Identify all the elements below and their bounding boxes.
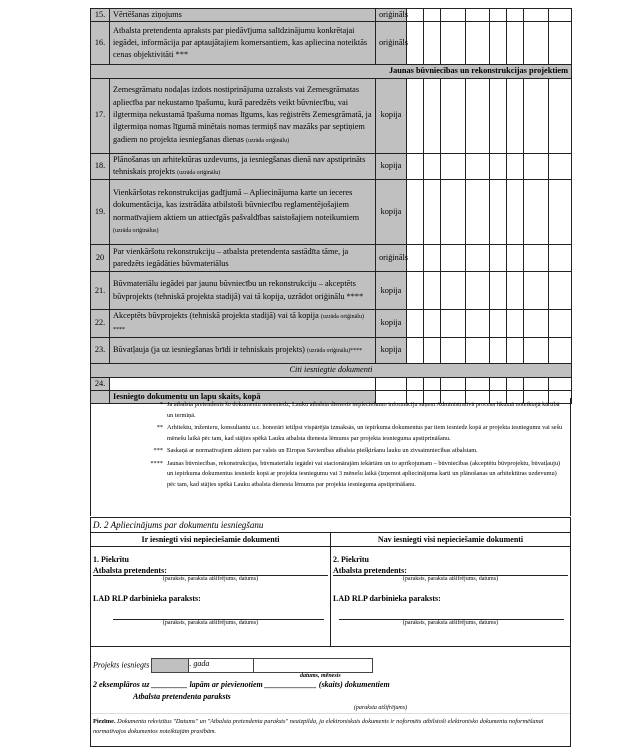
description-text: Atbalsta pretendenta apraksts par piedāvījuma salīdzinājumu konkrētajai iegādei, informācija par aptaujātajiem komersantiem, kas apliecina noteiktās cenas objektivitāti *** <box>113 25 368 60</box>
check-cell[interactable] <box>490 245 507 272</box>
year-label: . gada <box>189 659 210 668</box>
check-cell[interactable] <box>507 337 524 363</box>
check-cell[interactable] <box>407 78 424 153</box>
table-row <box>91 245 572 272</box>
column-header: Nav iesniegti visi nepieciešamie dokumenti <box>331 533 570 547</box>
check-cell[interactable] <box>507 272 524 310</box>
sign-hint: (paraksts, paraksta atšifrējums, datums) <box>402 576 499 582</box>
table-row <box>91 272 572 310</box>
document-type: kopija <box>376 78 407 153</box>
footnote <box>91 400 570 421</box>
footnote <box>91 446 570 457</box>
document-type: kopija <box>376 153 407 180</box>
row-number: 21. <box>91 272 110 310</box>
table-row <box>91 180 572 245</box>
check-cell[interactable] <box>524 9 549 22</box>
year-field[interactable] <box>151 658 189 673</box>
description-text: Akceptēts būvprojekts (tehniskā projekta stadijā) vai tā kopija <box>113 311 319 321</box>
note-label: Piezīme. <box>93 718 116 725</box>
check-cell[interactable] <box>407 377 424 390</box>
check-cell[interactable] <box>407 153 424 180</box>
row-description <box>110 180 376 245</box>
check-cell[interactable] <box>424 245 441 272</box>
check-cell[interactable] <box>424 377 441 390</box>
check-cell[interactable] <box>524 180 549 245</box>
check-cell[interactable] <box>466 310 490 338</box>
applicant-signature-field[interactable]: Atbalsta pretendents: <box>333 566 568 576</box>
check-cell[interactable] <box>407 180 424 245</box>
check-cell[interactable] <box>441 153 466 180</box>
check-cell[interactable] <box>524 245 549 272</box>
lad-signature-label: LAD RLP darbinieka paraksts: <box>93 594 201 603</box>
check-cell[interactable] <box>441 310 466 338</box>
description-text: Vērtēšanas ziņojums <box>113 10 182 19</box>
row-description <box>110 78 376 153</box>
submitted-label: Projekts iesniegts <box>93 660 150 670</box>
check-cell[interactable] <box>466 153 490 180</box>
check-cell[interactable] <box>424 310 441 338</box>
check-cell[interactable] <box>490 153 507 180</box>
document-type: kopija <box>376 337 407 363</box>
table-row <box>91 310 572 338</box>
check-cell[interactable] <box>524 337 549 363</box>
row-number: 22. <box>91 310 110 338</box>
not-all-submitted-column <box>330 533 570 646</box>
sign-hint: (paraksts, paraksta atšifrējums, datums) <box>402 620 499 626</box>
table-row <box>91 78 572 153</box>
description-text: Zemesgrāmatu nodaļas izdots nostiprinājuma uzraksts vai Zemesgrāmatas apliecība par nekustamo īpašumu, kurā paredzēts veikt būvniecību, vai ilgtermiņa nekustamā īpašuma nomas līgums, kas reģistrēts Zemesgrāmatā, ja ilgtermiņa nomas līgumā minētais nomas termiņš nav mazāks par septiņiem gadiem no projekta iesniegšanas dienas <box>113 85 372 144</box>
check-cell[interactable] <box>466 245 490 272</box>
sign-hint: (paraksts, paraksta atšifrējums, datums) <box>162 620 259 626</box>
row-description <box>110 153 376 180</box>
check-cell[interactable] <box>507 310 524 338</box>
d2-declaration <box>90 517 571 747</box>
description-text: Plānošanas un arhitektūras uzdevums, ja iesniegšanas dienā nav apstiprināts tehniskais projekts <box>113 154 366 176</box>
footnote-mark: **** <box>150 459 163 467</box>
check-cell[interactable] <box>441 78 466 153</box>
date-field[interactable] <box>254 658 373 673</box>
check-cell[interactable] <box>507 78 524 153</box>
check-cell[interactable] <box>549 272 572 310</box>
d2-title: D. 2 Apliecinājums par dokumentu iesniegšanu <box>91 518 570 533</box>
document-type[interactable] <box>376 377 407 390</box>
check-cell[interactable] <box>524 310 549 338</box>
footnote-mark: *** <box>153 447 163 454</box>
check-cell[interactable] <box>549 78 572 153</box>
check-cell[interactable] <box>490 337 507 363</box>
check-cell[interactable] <box>524 272 549 310</box>
check-cell[interactable] <box>407 272 424 310</box>
description-note: (uzrāda oriģinālu)**** <box>307 347 363 354</box>
documents-table <box>90 8 572 404</box>
year-suffix <box>189 658 254 673</box>
check-cell[interactable] <box>424 337 441 363</box>
check-cell[interactable] <box>524 22 549 65</box>
lad-signature-label: LAD RLP darbinieka paraksts: <box>333 594 441 603</box>
note <box>91 713 570 737</box>
row-number: 16. <box>91 22 110 65</box>
check-cell[interactable] <box>466 78 490 153</box>
check-cell[interactable] <box>490 22 507 65</box>
check-cell[interactable] <box>524 153 549 180</box>
section-new-construction: Jaunas būvniecības un rekonstrukcijas projektiem <box>91 65 572 78</box>
check-cell[interactable] <box>441 245 466 272</box>
check-cell[interactable] <box>490 310 507 338</box>
document-type: kopija <box>376 310 407 338</box>
row-description <box>110 245 376 272</box>
column-header: Ir iesniegti visi nepieciešamie dokumenti <box>91 533 330 547</box>
description-text: Vienkāršotas rekonstrukcijas gadījumā – Apliecinājuma karte un ieceres dokumentācija, kas izstrādāta atbilstoši būvniecību reglamentējošajiem normatīvajiem aktiem un attiecīgās pašvaldības saistošajiem noteikumiem <box>113 188 360 222</box>
check-cell[interactable] <box>549 337 572 363</box>
row-number: 24. <box>91 377 110 390</box>
row-number: 18. <box>91 153 110 180</box>
check-cell[interactable] <box>549 180 572 245</box>
row-description[interactable] <box>110 377 376 390</box>
table-row <box>91 22 572 65</box>
section-row <box>91 65 572 78</box>
check-cell[interactable] <box>424 22 441 65</box>
description-note: (uzrāda oriģinālu) <box>177 169 221 176</box>
description-text: Par vienkāršotu rekonstrukciju – atbalsta pretendenta sastādīta tāme, ja paredzēts iegādāties būvmateriālus <box>113 246 349 269</box>
check-cell[interactable] <box>549 22 572 65</box>
description-note: (uzrāda oriģinālu) **** <box>113 314 364 334</box>
row-number: 15. <box>91 9 110 22</box>
check-cell[interactable] <box>549 310 572 338</box>
agree-label: 1. Piekrītu <box>93 555 129 564</box>
description-text: Būvatļauja (ja uz iesniegšanas brīdi ir tehniskais projekts) <box>113 344 305 354</box>
all-submitted-column <box>91 533 330 646</box>
check-cell[interactable] <box>507 245 524 272</box>
check-cell[interactable] <box>490 78 507 153</box>
footnotes <box>90 398 571 516</box>
check-cell[interactable] <box>424 9 441 22</box>
check-cell[interactable] <box>424 78 441 153</box>
row-description <box>110 272 376 310</box>
sign-hint: (paraksts, paraksta atšifrējums, datums) <box>162 576 259 582</box>
check-cell[interactable] <box>441 180 466 245</box>
footnote-mark: * <box>159 401 163 408</box>
applicant-sign-label: Atbalsta pretendenta paraksts <box>133 692 231 701</box>
check-cell[interactable] <box>490 180 507 245</box>
footnote <box>91 423 570 444</box>
check-cell[interactable] <box>424 153 441 180</box>
check-cell[interactable] <box>507 153 524 180</box>
check-cell[interactable] <box>507 377 524 390</box>
check-cell[interactable] <box>466 9 490 22</box>
row-description <box>110 22 376 65</box>
check-cell[interactable] <box>424 272 441 310</box>
description-note: (uzrāda oriģinālus) <box>113 227 159 234</box>
check-cell[interactable] <box>441 272 466 310</box>
check-cell[interactable] <box>407 22 424 65</box>
check-cell[interactable] <box>441 337 466 363</box>
check-cell[interactable] <box>549 377 572 390</box>
check-cell[interactable] <box>549 9 572 22</box>
check-cell[interactable] <box>490 272 507 310</box>
total-label: Iesniegto dokumentu un lapu skaits, kopā <box>110 391 376 404</box>
check-cell[interactable] <box>407 310 424 338</box>
check-cell[interactable] <box>490 377 507 390</box>
check-cell[interactable] <box>466 180 490 245</box>
check-cell[interactable] <box>407 245 424 272</box>
check-cell[interactable] <box>441 377 466 390</box>
check-cell[interactable] <box>507 22 524 65</box>
document-type: kopija <box>376 180 407 245</box>
row-description <box>110 337 376 363</box>
check-cell[interactable] <box>407 337 424 363</box>
document-type: oriģināls <box>376 22 407 65</box>
row-number: 20 <box>91 245 110 272</box>
description-note: (uzrāda oriģinālu) <box>245 137 290 144</box>
document-type: kopija <box>376 272 407 310</box>
copies-line: 2 eksemplāros uz _________ lapām ar pievienotiem _____________ (skaits) dokumentiem <box>93 680 390 689</box>
check-cell[interactable] <box>507 9 524 22</box>
footnote-text: Jaunas būvniecības, rekonstrukcijas, būvmateriālu iegādei vai stacionārajām iekārtām un to aprīkojumam – būvniecības (akceptētu būvprojektu, būvatļauju) un iepirkuma dokumentus iesniedz kopā ar projekta iesniegumu vai 3 mēnešu laikā (izņemot apliecinājuma karti un plānošanas un arhitektūras uzdevumu) pēc tam, kad stājies spēkā Lauku atbalsta dienesta lēmums par projekta iesnieguma apstiprināšanu. <box>167 459 561 488</box>
table-row <box>91 337 572 363</box>
row-number: 19. <box>91 180 110 245</box>
table-row <box>91 377 572 390</box>
table-row <box>91 9 572 22</box>
description-text: Būvmateriālu iegādei par jaunu būvniecību un rekonstrukciju – akceptēts būvprojekts (tehniskā projekta stadijā) vai tā kopija, uzrādot oriģinālu **** <box>113 279 364 301</box>
document-type: oriģināls <box>376 9 407 22</box>
check-cell[interactable] <box>466 22 490 65</box>
row-number: 17. <box>91 78 110 153</box>
check-cell[interactable] <box>441 22 466 65</box>
date-hint: datums, mēnesis <box>300 673 341 679</box>
check-cell[interactable] <box>524 78 549 153</box>
check-cell[interactable] <box>549 153 572 180</box>
footnote <box>91 459 570 491</box>
footnote-text: Arhitektu, inženieru, konsultantu u.c. honorāri ietilpst vispārējās izmaksās, un iepirkuma dokumentus par tiem iesniedz kopā ar projekta iesniegumu vai sešu mēnešu laikā pēc tam, kad stājies spēkā Lauku atbalsta dienesta lēmums par projekta iesnieguma apstiprināšanu. <box>167 424 563 442</box>
document-type: oriģināls <box>376 245 407 272</box>
check-cell[interactable] <box>466 272 490 310</box>
row-description <box>110 9 376 22</box>
check-cell[interactable] <box>441 9 466 22</box>
check-cell[interactable] <box>490 9 507 22</box>
applicant-signature-field[interactable]: Atbalsta pretendents: <box>93 566 328 576</box>
section-row <box>91 363 572 377</box>
check-cell[interactable] <box>524 377 549 390</box>
agree-label: 2. Piekrītu <box>333 555 369 564</box>
footnote-mark: ** <box>156 424 163 431</box>
section-other-documents: Citi iesniegtie dokumenti <box>91 363 572 377</box>
check-cell[interactable] <box>407 9 424 22</box>
decode-hint: (paraksta atšifrējums) <box>353 705 408 711</box>
row-number: 23. <box>91 337 110 363</box>
check-cell[interactable] <box>424 180 441 245</box>
footnote-text: Saskaņā ar normatīvajiem aktiem par valsts un Eiropas Savienības atbalsta piešķiršanu lauku un zivsaimniecības atbalstam. <box>167 447 478 454</box>
row-description <box>110 310 376 338</box>
footnote-text: Ja atbalsta pretendents šo dokumentu neiesniedz, Lauku atbalsta dienests nepieciešamo informāciju saņem Administratīvā procesa likumā noteiktajā kārtībā un termiņā. <box>167 401 560 419</box>
check-cell[interactable] <box>549 245 572 272</box>
check-cell[interactable] <box>507 180 524 245</box>
check-cell[interactable] <box>466 337 490 363</box>
table-row <box>91 153 572 180</box>
check-cell[interactable] <box>466 377 490 390</box>
note-text: Dokumenta rekvizītus "Datums" un "Atbalsta pretendenta paraksts" neaizpilda, ja elektroniskais dokuments ir noformēts atbilstoši elektronisko dokumentu noformēšanai normatīvajos dokumentos noteiktajām prasībām. <box>93 718 544 735</box>
